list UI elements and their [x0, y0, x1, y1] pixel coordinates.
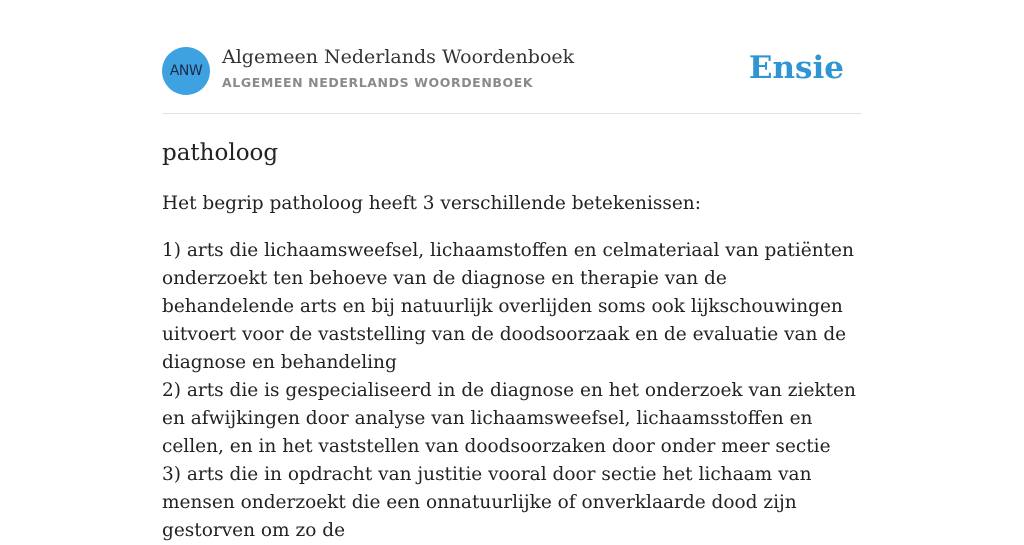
site-header — [162, 0, 862, 114]
ensie-brand-link[interactable]: Ensie — [748, 50, 844, 86]
entry-term: patholoog — [162, 140, 279, 166]
definition-item: 3) arts die in opdracht van justitie vooral door sectie het lichaam van mensen onderzoekt die een onnatuurlijke of onverklaarde dood zijn gestorven om zo de — [162, 464, 812, 541]
site-title[interactable]: Algemeen Nederlands Woordenboek — [222, 46, 575, 68]
definition-item: 2) arts die is gespecialiseerd in de diagnose en het onderzoek van ziekten en afwijkingen door analyse van lichaamsweefsel, lichaamsstoffen en cellen, en in het vaststellen van doodsoorzaken door onder meer sectie — [162, 380, 856, 457]
site-subtitle: ALGEMEEN NEDERLANDS WOORDENBOEK — [222, 75, 534, 90]
definition-list — [162, 237, 862, 545]
page-container — [162, 0, 862, 545]
anw-logo[interactable]: ANW — [162, 47, 210, 95]
definition-item: 1) arts die lichaamsweefsel, lichaamstoffen en celmateriaal van patiënten onderzoekt ten behoeve van de diagnose en therapie van de behandelende arts en bij natuurlijk overlijden soms ook lijkschouwingen uitvoert voor de vaststelling van de doodsoorzaak en de evaluatie van de diagnose en behandeling — [162, 240, 854, 373]
entry-intro: Het begrip patholoog heeft 3 verschillende betekenissen: — [162, 193, 701, 214]
